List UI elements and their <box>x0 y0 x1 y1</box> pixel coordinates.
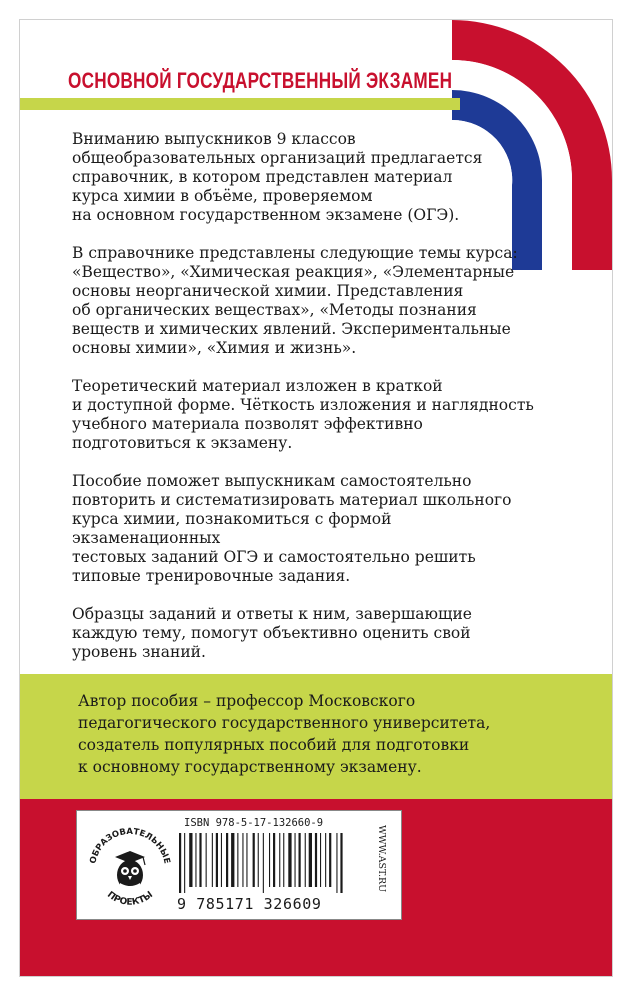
barcode-bar <box>212 833 213 887</box>
description-text <box>72 130 542 681</box>
description-paragraph-1: Вниманию выпускников 9 классов общеобразовательных организаций предлагается справочник, в котором представлен материал курса химии в объёме, проверяемом на основном государственном экзамене (ОГЭ). <box>72 130 483 224</box>
website-url: WWW.AST.RU <box>376 825 387 893</box>
barcode-bar <box>258 833 259 887</box>
isbn-label <box>76 810 402 920</box>
barcode-bar <box>336 833 337 893</box>
publisher-logo <box>85 817 175 913</box>
barcode-bar <box>299 833 301 887</box>
barcode-bar <box>288 833 291 887</box>
barcode-bar <box>279 833 280 887</box>
barcode-bar <box>305 833 306 887</box>
barcode-bar <box>199 833 201 887</box>
author-note: Автор пособия – профессор Московского педагогического государственного университета, создатель популярных пособий для подготовки к основному государственному экзамену. <box>78 692 491 776</box>
exam-title: ОСНОВНОЙ ГОСУДАРСТВЕННЫЙ ЭКЗАМЕН <box>68 68 453 93</box>
author-section <box>20 674 612 799</box>
barcode-bar <box>184 833 185 893</box>
barcode-bar <box>329 833 331 887</box>
barcode-bar <box>242 833 243 887</box>
barcode-bar <box>309 833 312 887</box>
barcode-bar <box>340 833 342 893</box>
barcode-bar <box>231 833 234 887</box>
barcode-bar <box>189 833 192 887</box>
barcode-bar <box>179 833 181 893</box>
description-paragraph-5: Образцы заданий и ответы к ним, завершающие каждую тему, помогут объективно оценить свой уровень знаний. <box>72 605 472 661</box>
barcode-bar <box>253 833 255 887</box>
red-outer-band <box>572 180 612 270</box>
barcode <box>177 833 351 893</box>
logo-top-text: ОБРАЗОВАТЕЛЬНЫЕ <box>88 826 172 865</box>
barcode-bar <box>325 833 326 887</box>
barcode-bar <box>246 833 247 887</box>
barcode-bar <box>237 833 238 887</box>
owl-icon <box>115 851 145 891</box>
description-paragraph-4: Пособие поможет выпускникам самостоятельно повторить и систематизировать материал школьного курса химии, познакомиться с формой экзаменационных тестовых заданий ОГЭ и самостоятельно решить типовые тренировочные задания. <box>72 472 512 585</box>
barcode-bar <box>295 833 296 887</box>
barcode-bar <box>283 833 284 887</box>
barcode-bar <box>216 833 218 887</box>
isbn-number: ISBN 978-5-17-132660-9 <box>184 817 324 829</box>
description-paragraph-2: В справочнике представлены следующие темы курса: «Вещество», «Химическая реакция», «Элементарные основы неорганической химии. Представления об органических веществах», «Методы познания веществ и химических явлений. Экспериментальные основы химии», «Химия и жизнь». <box>72 244 518 357</box>
bottom-red-band <box>20 799 612 976</box>
barcode-bar <box>221 833 222 887</box>
barcode-bar <box>195 833 196 887</box>
website-vertical <box>375 825 389 911</box>
barcode-bar <box>226 833 228 887</box>
logo-bottom-text: ПРОЕКТЫ <box>104 889 156 908</box>
barcode-bar <box>263 833 264 893</box>
title-green-underline <box>20 98 460 110</box>
barcode-bar <box>320 833 321 887</box>
description-paragraph-3: Теоретический материал изложен в краткой и доступной форме. Чёткость изложения и наглядность учебного материала позволят эффективно подготовиться к экзамену. <box>72 377 534 452</box>
barcode-digits: 9 785171 326609 <box>177 895 322 913</box>
barcode-bar <box>269 833 270 887</box>
barcode-bar <box>206 833 207 887</box>
book-back-cover <box>20 20 612 976</box>
barcode-bar <box>315 833 317 887</box>
barcode-bar <box>273 833 275 887</box>
